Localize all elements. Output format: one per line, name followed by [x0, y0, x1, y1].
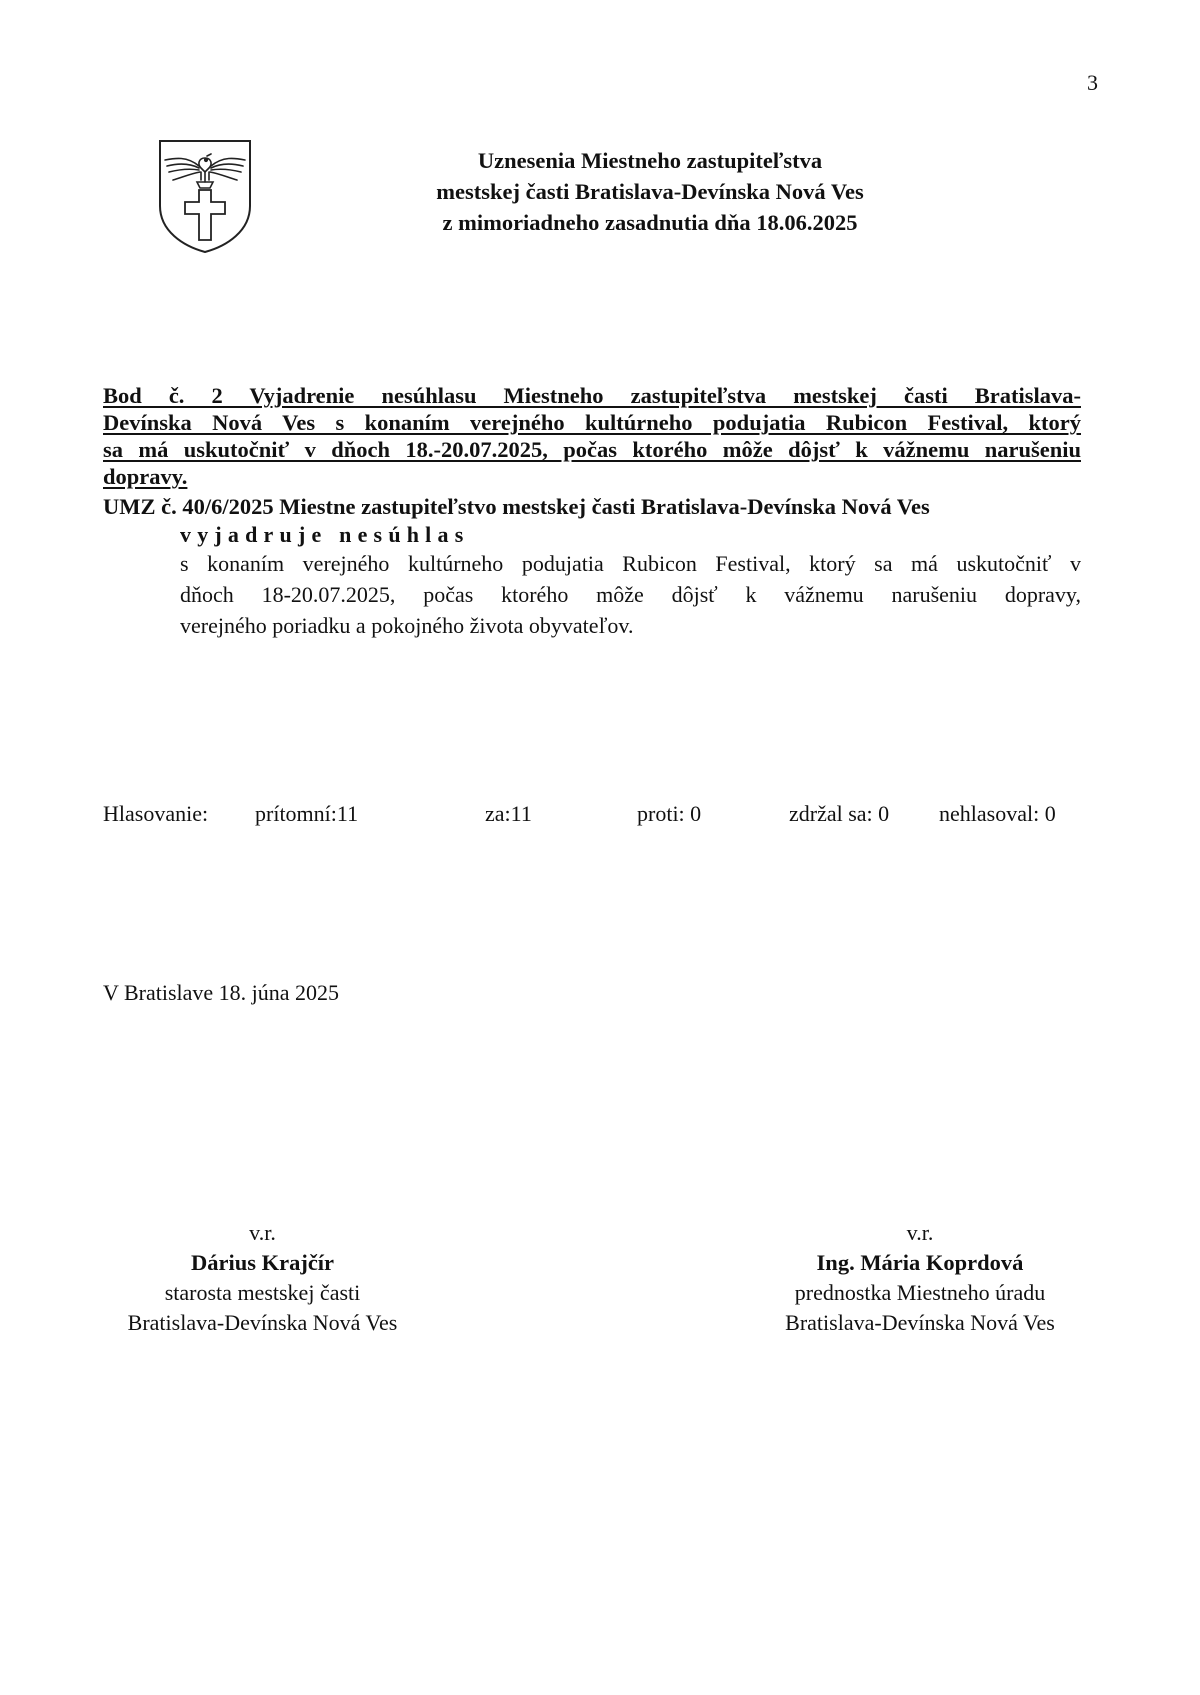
- heading-line: Bod č. 2 Vyjadrenie nesúhlasu Miestneho zastupiteľstva mestskej časti Bratislava-: [103, 383, 1081, 408]
- page-number: 3: [1087, 70, 1098, 95]
- signatory-role: prednostka Miestneho úradu: [794, 1280, 1046, 1305]
- title-line: mestskej časti Bratislava-Devínska Nová Ves: [436, 179, 864, 204]
- heading-line: dopravy.: [103, 464, 188, 489]
- signatory-name: Ing. Mária Koprdová: [816, 1250, 1024, 1275]
- vote-present: prítomní:11: [255, 801, 359, 826]
- heading-line: Devínska Nová Ves s konaním verejného kultúrneho podujatia Rubicon Festival, ktorý: [103, 410, 1081, 435]
- place-and-date: V Bratislave 18. júna 2025: [103, 980, 340, 1005]
- vote-not-voted: nehlasoval: 0: [939, 801, 1056, 826]
- resolution-verb: vyjadruje nesúhlas: [180, 522, 470, 547]
- body-line: s konaním verejného kultúrneho podujatia Rubicon Festival, ktorý sa má uskutočniť v: [180, 551, 1081, 576]
- title-line: z mimoriadneho zasadnutia dňa 18.06.2025: [442, 210, 858, 235]
- signature-vr: v.r.: [249, 1220, 276, 1245]
- signatory-organization: Bratislava-Devínska Nová Ves: [127, 1310, 398, 1335]
- signatory-role: starosta mestskej časti: [164, 1280, 361, 1305]
- agenda-item-heading: [103, 382, 1081, 490]
- signature-block-chief-officer: [755, 1218, 1085, 1338]
- coat-of-arms-icon: [155, 136, 255, 256]
- signatory-organization: Bratislava-Devínska Nová Ves: [785, 1310, 1055, 1335]
- signature-vr: v.r.: [906, 1220, 934, 1245]
- title-line: Uznesenia Miestneho zastupiteľstva: [477, 148, 823, 173]
- resolution-body: [180, 548, 1081, 641]
- vote-for: za:11: [485, 801, 532, 826]
- signature-block-mayor: [100, 1218, 425, 1338]
- heading-line: sa má uskutočniť v dňoch 18.-20.07.2025, počas ktorého môže dôjsť k vážnemu narušeniu: [103, 437, 1081, 462]
- voting-result: [103, 801, 1083, 831]
- document-title: [300, 145, 1000, 238]
- signatory-name: Dárius Krajčír: [190, 1250, 335, 1275]
- body-line: dňoch 18-20.07.2025, počas ktorého môže dôjsť k vážnemu narušeniu dopravy,: [180, 582, 1081, 607]
- body-line: verejného poriadku a pokojného života obyvateľov.: [180, 613, 634, 638]
- vote-abstain: zdržal sa: 0: [789, 801, 890, 826]
- resolution-number: UMZ č. 40/6/2025 Miestne zastupiteľstvo mestskej časti Bratislava-Devínska Nová Ves: [103, 494, 930, 519]
- vote-against: proti: 0: [637, 801, 702, 826]
- vote-label: Hlasovanie:: [103, 801, 209, 826]
